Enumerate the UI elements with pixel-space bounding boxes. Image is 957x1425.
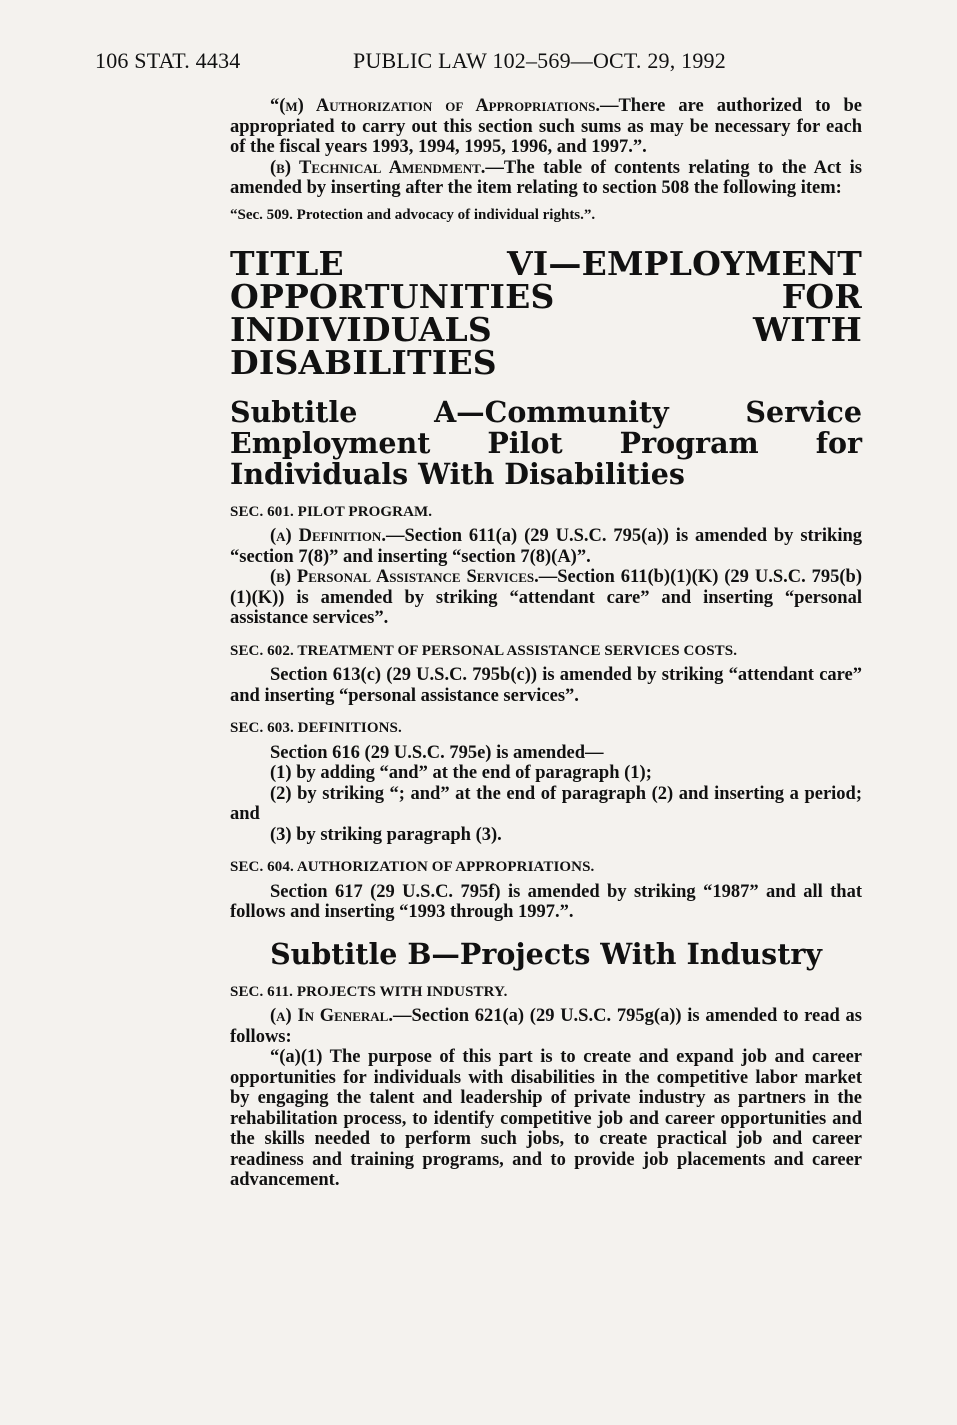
section-601-heading: SEC. 601. PILOT PROGRAM. — [230, 503, 433, 520]
public-law-reference: PUBLIC LAW 102–569—OCT. 29, 1992 — [353, 48, 726, 73]
section-603-item-1: (1) by adding “and” at the end of paragraph (1); — [270, 763, 652, 783]
section-601-b — [230, 567, 862, 629]
section-611-a-label: (a) In General. — [270, 1006, 393, 1026]
paragraph-m-text: —There are authorized to be appropriated to carry out this section such sums as may be necessary for each of the fiscal years 1993, 1994, 1995, 1996, and 1997.”. — [230, 96, 862, 157]
stat-page-reference: 106 STAT. 4434 — [95, 48, 241, 73]
section-601-a — [230, 526, 862, 567]
subtitle-a-heading: Subtitle A—Community Service Employment Pilot Program for Individuals With Disabilities — [230, 394, 862, 491]
subtitle-b-heading: Subtitle B—Projects With Industry — [270, 936, 822, 971]
document-body — [230, 96, 862, 1191]
section-601-b-label: (b) Personal Assistance Services. — [270, 567, 539, 587]
section-603-item-2: (2) by striking “; and” at the end of paragraph (2) and inserting a period; and — [230, 783, 862, 824]
paragraph-m — [230, 96, 862, 158]
section-611-a-text: —Section 621(a) (29 U.S.C. 795g(a)) is amended to read as follows: — [230, 1006, 862, 1047]
section-603-intro: Section 616 (29 U.S.C. 795e) is amended— — [270, 742, 604, 763]
section-603-item-3: (3) by striking paragraph (3). — [270, 824, 502, 845]
section-601-a-text: —Section 611(a) (29 U.S.C. 795(a)) is amended by striking “section 7(8)” and inserting “section 7(8)(A)”. — [230, 526, 863, 567]
technical-amendment-text: —The table of contents relating to the Act is amended by inserting after the item relating to section 508 the following item: — [230, 157, 863, 198]
paragraph-m-label: “(m) Authorization of Appropriations. — [270, 96, 600, 116]
section-611-quote: “(a)(1) The purpose of this part is to create and expand job and career opportunities for individuals with disabilities in the competitive labor market by engaging the talent and leadership of private industry as partners in the rehabilitation process, to identify competitive job and career opportunities and the skills needed to perform such jobs, to create practical job and career readiness and training programs, and to provide job placements and career advancement. — [230, 1047, 862, 1190]
toc-item: “Sec. 509. Protection and advocacy of individual rights.”. — [230, 206, 596, 223]
title-heading: TITLE VI—EMPLOYMENT OPPORTUNITIES FOR INDIVIDUALS WITH DISABILITIES — [230, 243, 862, 382]
section-601-a-label: (a) Definition. — [270, 526, 386, 546]
section-611-a — [230, 1006, 862, 1047]
technical-amendment-label: (b) Technical Amendment. — [270, 157, 486, 178]
section-604-text: Section 617 (29 U.S.C. 795f) is amended by striking “1987” and all that follows and inserting “1993 through 1997.”. — [230, 881, 862, 922]
section-603-heading: SEC. 603. DEFINITIONS. — [230, 720, 402, 736]
paragraph-technical-amendment — [230, 158, 862, 199]
section-611-heading: SEC. 611. PROJECTS WITH INDUSTRY. — [230, 983, 508, 1000]
section-602-text: Section 613(c) (29 U.S.C. 795b(c)) is amended by striking “attendant care” and inserting “personal assistance services”. — [230, 665, 862, 706]
section-601-b-text: —Section 611(b)(1)(K) (29 U.S.C. 795(b)(1)(K)) is amended by striking “attendant care” and inserting “personal assistance services”. — [230, 567, 862, 628]
section-602-heading: SEC. 602. TREATMENT OF PERSONAL ASSISTANCE SERVICES COSTS. — [230, 642, 738, 659]
section-604-heading: SEC. 604. AUTHORIZATION OF APPROPRIATIONS. — [230, 859, 595, 875]
